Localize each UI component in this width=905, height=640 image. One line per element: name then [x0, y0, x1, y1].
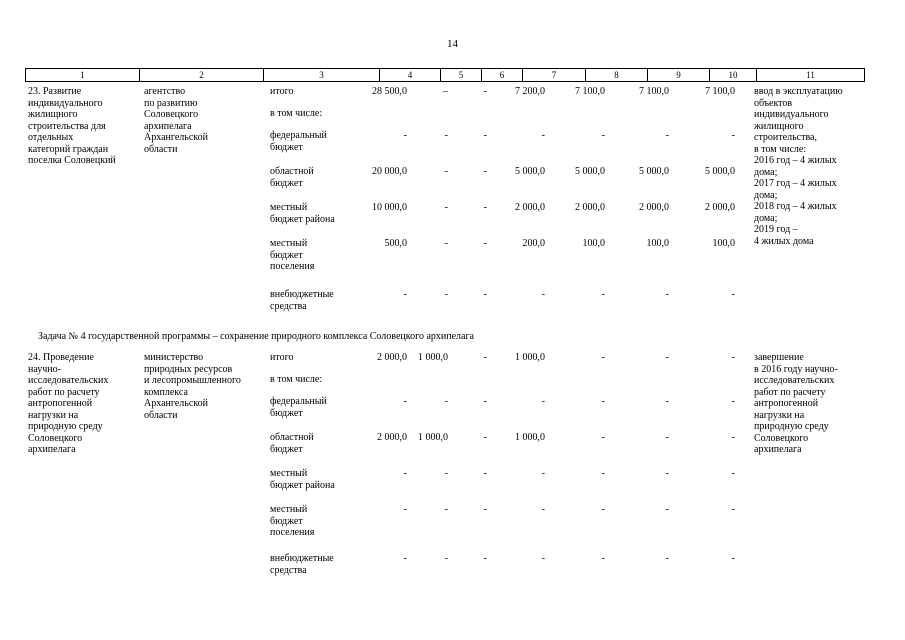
funding-source: областной бюджет: [270, 166, 314, 189]
amount-c9: 7 100,0: [639, 86, 669, 97]
amount-c6: -: [483, 468, 487, 479]
amount-c10: -: [731, 289, 735, 300]
amount-c5: -: [444, 468, 448, 479]
amount-c10: -: [731, 432, 735, 443]
column-number-2: 2: [139, 69, 263, 81]
amount-c5: –: [443, 86, 448, 97]
amount-c7: 1 000,0: [515, 432, 545, 443]
expected-result: ввод в эксплуатацию объектов индивидуального жилищного строительства, в том числе: 2016 год – 4 жилых дома; 2017 год – 4 жилых дома; 2018 год – 4 жилых дома; 2019 год – 4 жилых дома: [754, 86, 843, 247]
amount-c5: -: [444, 396, 448, 407]
amount-c9: 2 000,0: [639, 202, 669, 213]
amount-c4: -: [403, 468, 407, 479]
column-number-9: 9: [647, 69, 709, 81]
amount-c6: -: [483, 432, 487, 443]
amount-c9: -: [665, 504, 669, 515]
amount-c9: -: [665, 352, 669, 363]
amount-c9: -: [665, 553, 669, 564]
amount-c4: -: [403, 396, 407, 407]
amount-c9: 5 000,0: [639, 166, 669, 177]
amount-c5: -: [444, 202, 448, 213]
amount-c4: 500,0: [384, 238, 407, 249]
amount-c10: 7 100,0: [705, 86, 735, 97]
task-4-heading: Задача № 4 государственной программы – сохранение природного комплекса Соловецкого архипелага: [38, 331, 474, 342]
amount-c4: -: [403, 553, 407, 564]
funding-source: местный бюджет поселения: [270, 504, 315, 538]
column-number-10: 10: [709, 69, 756, 81]
amount-c5: -: [444, 289, 448, 300]
amount-c8: -: [601, 432, 605, 443]
amount-c7: 5 000,0: [515, 166, 545, 177]
funding-source: в том числе:: [270, 374, 323, 385]
amount-c10: -: [731, 504, 735, 515]
amount-c10: 5 000,0: [705, 166, 735, 177]
amount-c8: 2 000,0: [575, 202, 605, 213]
amount-c7: -: [541, 130, 545, 141]
funding-source: местный бюджет района: [270, 468, 335, 491]
amount-c6: -: [483, 238, 487, 249]
amount-c10: 2 000,0: [705, 202, 735, 213]
amount-c10: -: [731, 468, 735, 479]
amount-c10: -: [731, 553, 735, 564]
funding-source: внебюджетные средства: [270, 289, 334, 312]
amount-c5: -: [444, 553, 448, 564]
amount-c6: -: [483, 86, 487, 97]
amount-c6: -: [483, 504, 487, 515]
funding-source: в том числе:: [270, 108, 323, 119]
amount-c10: -: [731, 352, 735, 363]
amount-c5: 1 000,0: [418, 432, 448, 443]
funding-source: местный бюджет района: [270, 202, 335, 225]
amount-c6: -: [483, 289, 487, 300]
amount-c9: -: [665, 289, 669, 300]
funding-source: местный бюджет поселения: [270, 238, 315, 272]
amount-c4: 2 000,0: [377, 352, 407, 363]
amount-c8: -: [601, 468, 605, 479]
amount-c6: -: [483, 130, 487, 141]
amount-c4: 20 000,0: [372, 166, 407, 177]
amount-c9: -: [665, 396, 669, 407]
amount-c8: -: [601, 504, 605, 515]
amount-c4: -: [403, 130, 407, 141]
amount-c5: -: [444, 504, 448, 515]
column-number-6: 6: [481, 69, 522, 81]
column-number-1: 1: [25, 69, 139, 81]
amount-c8: 7 100,0: [575, 86, 605, 97]
amount-c8: -: [601, 130, 605, 141]
amount-c7: -: [541, 468, 545, 479]
column-number-3: 3: [263, 69, 379, 81]
amount-c7: -: [541, 396, 545, 407]
amount-c9: -: [665, 432, 669, 443]
column-number-4: 4: [379, 69, 440, 81]
amount-c7: 2 000,0: [515, 202, 545, 213]
funding-source: внебюджетные средства: [270, 553, 334, 576]
amount-c10: -: [731, 130, 735, 141]
activity-name: 24. Проведение научно- исследовательских работ по расчету антропогенной нагрузки на природную среду Соловецкого архипелага: [28, 352, 109, 455]
amount-c8: -: [601, 553, 605, 564]
amount-c8: 5 000,0: [575, 166, 605, 177]
column-number-7: 7: [522, 69, 585, 81]
column-number-5: 5: [440, 69, 481, 81]
table-column-header-row: [25, 68, 865, 82]
amount-c5: -: [444, 238, 448, 249]
funding-source: итого: [270, 352, 294, 363]
amount-c6: -: [483, 352, 487, 363]
column-number-11: 11: [756, 69, 865, 81]
amount-c6: -: [483, 202, 487, 213]
amount-c6: -: [483, 553, 487, 564]
amount-c4: 10 000,0: [372, 202, 407, 213]
amount-c4: 28 500,0: [372, 86, 407, 97]
amount-c9: 100,0: [646, 238, 669, 249]
executor-name: агентство по развитию Соловецкого архипелага Архангельской области: [144, 86, 208, 155]
amount-c10: 100,0: [712, 238, 735, 249]
amount-c4: -: [403, 504, 407, 515]
page-number: 14: [447, 38, 458, 50]
amount-c7: -: [541, 553, 545, 564]
amount-c8: -: [601, 396, 605, 407]
amount-c10: -: [731, 396, 735, 407]
expected-result: завершение в 2016 году научно- исследовательских работ по расчету антропогенной нагрузки на природную среду Соловецкого архипелага: [754, 352, 838, 455]
amount-c8: -: [601, 352, 605, 363]
amount-c7: -: [541, 504, 545, 515]
amount-c8: 100,0: [582, 238, 605, 249]
activity-name: 23. Развитие индивидуального жилищного строительства для отдельных категорий граждан поселка Соловецкий: [28, 86, 116, 166]
amount-c6: -: [483, 166, 487, 177]
amount-c7: 7 200,0: [515, 86, 545, 97]
amount-c5: -: [444, 130, 448, 141]
amount-c8: -: [601, 289, 605, 300]
amount-c7: 1 000,0: [515, 352, 545, 363]
funding-source: итого: [270, 86, 294, 97]
column-number-8: 8: [585, 69, 647, 81]
funding-source: федеральный бюджет: [270, 396, 327, 419]
amount-c5: 1 000,0: [418, 352, 448, 363]
funding-source: федеральный бюджет: [270, 130, 327, 153]
amount-c4: -: [403, 289, 407, 300]
amount-c4: 2 000,0: [377, 432, 407, 443]
amount-c9: -: [665, 468, 669, 479]
amount-c6: -: [483, 396, 487, 407]
amount-c5: -: [444, 166, 448, 177]
funding-source: областной бюджет: [270, 432, 314, 455]
amount-c7: 200,0: [522, 238, 545, 249]
amount-c7: -: [541, 289, 545, 300]
executor-name: министерство природных ресурсов и лесопромышленного комплекса Архангельской области: [144, 352, 241, 421]
amount-c9: -: [665, 130, 669, 141]
